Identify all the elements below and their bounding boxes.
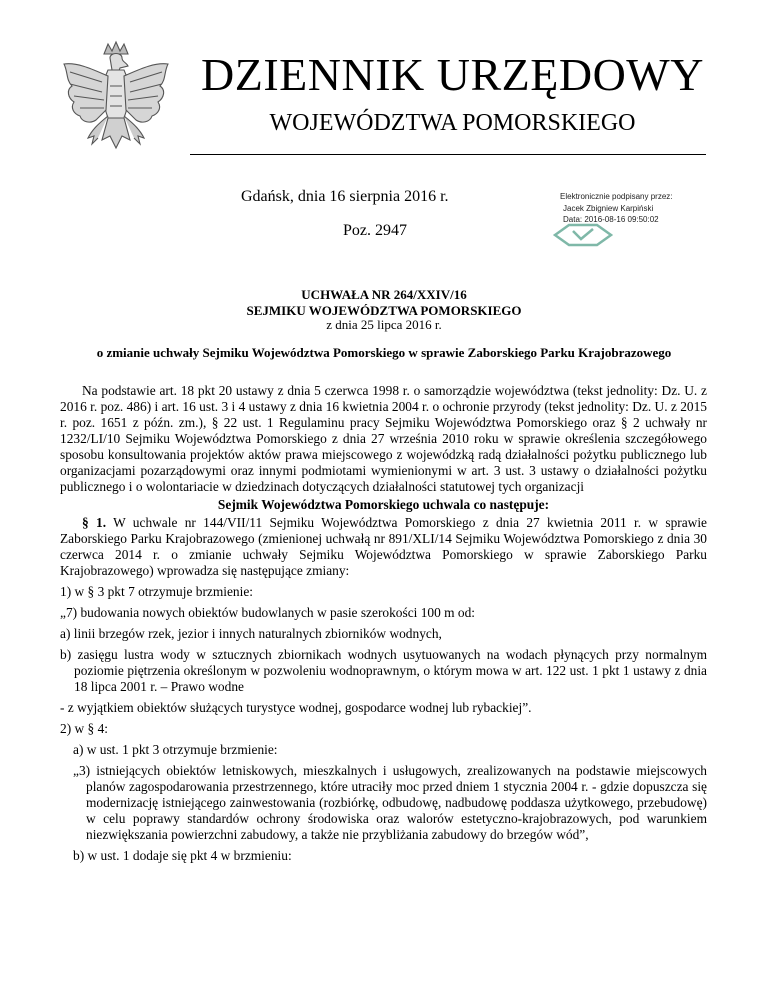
item-1-b: b) zasięgu lustra wody w sztucznych zbiornikach wodnych usytuowanych na wodach płynących przy normalnym poziomie piętrzenia określonym w pozwoleniu wodnoprawnym, o którym mowa w art. 122 ust. 1 pkt 1 ustawy z dnia 18 lipca 2001 r. – Prawo wodne: [60, 647, 707, 694]
electronic-signature-block: [560, 191, 735, 226]
resolution-number: UCHWAŁA NR 264/XXIV/16: [301, 287, 467, 302]
signature-check-icon: [553, 222, 613, 248]
item-2-a-quote: „3) istniejących obiektów letniskowych, mieszkalnych i usługowych, zrealizowanych na podstawie miejscowych planów zagospodarowania przestrzennego, które utraciły moc przed dniem 1 stycznia 2004 r. - gdzie dopuszcza się modernizację istniejącego zainwestowania (rozbiórkę, odbudowę, nadbudowę poddasza użytkowego, przebudowę) w celu poprawy standardów ochrony środowiska oraz walorów estetyczno-krajobrazowych, pod warunkiem niezwiększania powierzchni zabudowy, a także nie przybliżania zabudowy do brzegów wód”,: [73, 763, 707, 842]
signature-date: Data: 2016-08-16 09:50:02: [563, 215, 659, 224]
item-2: 2) w § 4:: [60, 721, 108, 736]
resolution-date: z dnia 25 lipca 2016 r.: [326, 317, 442, 332]
signature-label: Elektronicznie podpisany przez:: [560, 192, 673, 201]
paragraph-1-mark: § 1.: [82, 515, 107, 530]
item-2-b: b) w ust. 1 dodaje się pkt 4 w brzmieniu:: [73, 848, 292, 863]
journal-title: DZIENNIK URZĘDOWY: [201, 49, 704, 100]
resolution-subject: o zmianie uchwały Sejmiku Województwa Pomorskiego w sprawie Zaborskiego Parku Krajobrazowego: [96, 345, 672, 360]
journal-subtitle: WOJEWÓDZTWA POMORSKIEGO: [269, 110, 636, 136]
item-1-exception: - z wyjątkiem obiektów służących turystyce wodnej, gospodarce wodnej lub rybackiej”.: [60, 700, 532, 715]
paragraph-1-text: W uchwale nr 144/VII/11 Sejmiku Województwa Pomorskiego z dnia 27 kwietnia 2011 r. w sprawie Zaborskiego Parku Krajobrazowego (zmienionej uchwałą nr 891/XLI/14 Sejmiku Województwa Pomorskiego z dnia 30 czerwca 2014 r. o zmianie uchwały Sejmiku Województwa Pomorskiego w sprawie Zaborskiego Parku Krajobrazowego) wprowadza się następujące zmiany:: [60, 515, 707, 578]
item-1: 1) w § 3 pkt 7 otrzymuje brzmienie:: [60, 584, 254, 599]
resolution-body: SEJMIKU WOJEWÓDZTWA POMORSKIEGO: [246, 303, 522, 318]
document-body: [60, 383, 707, 864]
position-number: Poz. 2947: [343, 222, 407, 239]
paragraph-1: [60, 515, 707, 579]
header-divider: [190, 154, 706, 155]
preamble: Na podstawie art. 18 pkt 20 ustawy z dnia 5 czerwca 1998 r. o samorządzie województwa (tekst jednolity: Dz. U. z 2016 r. poz. 486) i art. 16 ust. 3 i 4 ustawy z dnia 16 kwietnia 2004 r. o ochronie przyrody (tekst jednolity: Dz. U. z 2015 r. poz. 1651 z późn. zm.), § 22 ust. 1 Regulaminu pracy Sejmiku Województwa Pomorskiego oraz § 2 uchwały nr 1232/LI/10 Sejmiku Województwa Pomorskiego z dnia 27 września 2010 roku w sprawie określenia szczegółowego sposobu konsultowania projektów aktów prawa miejscowego z wojewódzką radą działalności pożytku publicznego lub organizacjami pozarządowymi oraz innymi podmiotami wymienionymi w art. 3 ust. 3 ustawy o działalności pożytku publicznego i o wolontariacie w dziedzinach dotyczących działalności statutowej tych organizacji: [60, 383, 707, 494]
item-1-quote: „7) budowania nowych obiektów budowlanych w pasie szerokości 100 m od:: [60, 605, 476, 620]
item-1-a: a) linii brzegów rzek, jezior i innych naturalnych zbiorników wodnych,: [60, 626, 442, 641]
polish-eagle-icon: [58, 40, 174, 172]
place-date: Gdańsk, dnia 16 sierpnia 2016 r.: [241, 188, 449, 205]
signature-name: Jacek Zbigniew Karpiński: [563, 203, 654, 213]
item-2-a: a) w ust. 1 pkt 3 otrzymuje brzmienie:: [73, 742, 278, 757]
resolves-heading: Sejmik Województwa Pomorskiego uchwala co następuje:: [217, 497, 550, 512]
